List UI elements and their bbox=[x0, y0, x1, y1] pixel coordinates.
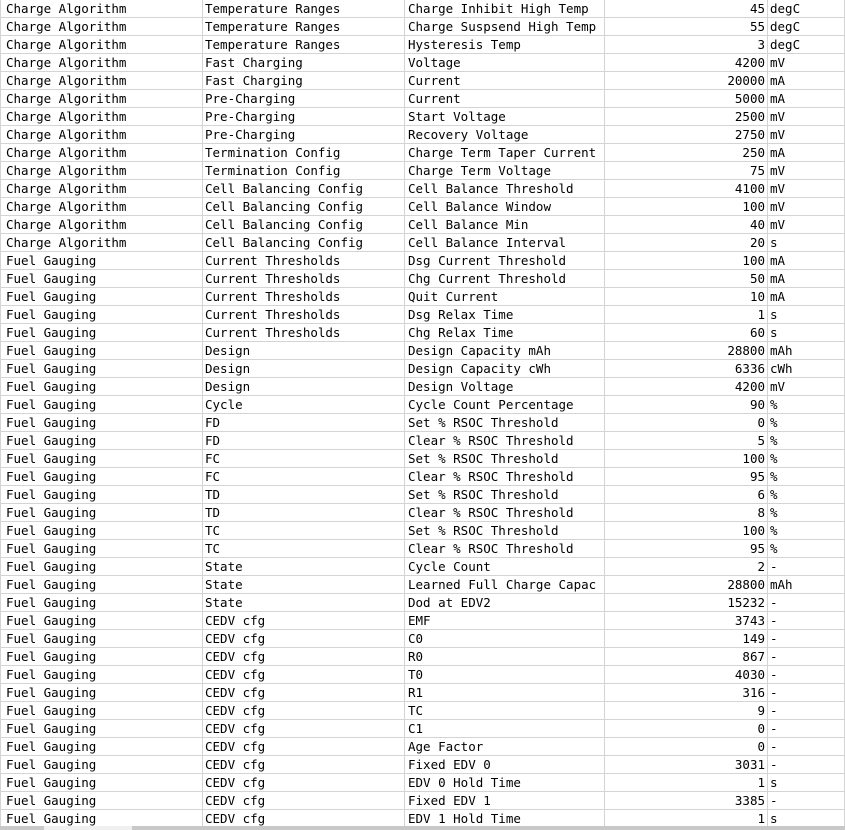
parameter-cell[interactable]: Design Voltage bbox=[405, 378, 605, 396]
category-cell[interactable]: Fuel Gauging bbox=[0, 450, 203, 468]
category-cell[interactable]: Fuel Gauging bbox=[0, 738, 203, 756]
category-cell[interactable]: Fuel Gauging bbox=[0, 756, 203, 774]
unit-cell[interactable]: - bbox=[768, 684, 845, 702]
parameter-cell[interactable]: Charge Term Voltage bbox=[405, 162, 605, 180]
value-cell[interactable]: 4200 bbox=[605, 54, 768, 72]
subclass-cell[interactable]: Current Thresholds bbox=[203, 270, 405, 288]
value-cell[interactable]: 5 bbox=[605, 432, 768, 450]
table-row bbox=[0, 342, 845, 360]
subclass-cell[interactable]: Current Thresholds bbox=[203, 324, 405, 342]
subclass-cell[interactable]: Cycle bbox=[203, 396, 405, 414]
unit-cell[interactable]: % bbox=[768, 432, 845, 450]
unit-cell[interactable]: degC bbox=[768, 36, 845, 54]
value-cell[interactable]: 10 bbox=[605, 288, 768, 306]
table-row bbox=[0, 522, 845, 540]
unit-cell[interactable]: cWh bbox=[768, 360, 845, 378]
unit-cell[interactable]: mA bbox=[768, 252, 845, 270]
parameter-cell[interactable]: R1 bbox=[405, 684, 605, 702]
unit-cell[interactable]: - bbox=[768, 666, 845, 684]
horizontal-scrollbar[interactable] bbox=[0, 826, 845, 830]
value-cell[interactable]: 2750 bbox=[605, 126, 768, 144]
category-cell[interactable]: Fuel Gauging bbox=[0, 810, 203, 828]
value-cell[interactable]: 95 bbox=[605, 540, 768, 558]
unit-cell[interactable]: mA bbox=[768, 72, 845, 90]
subclass-cell[interactable]: Design bbox=[203, 342, 405, 360]
category-cell[interactable]: Fuel Gauging bbox=[0, 666, 203, 684]
parameter-cell[interactable]: EDV 1 Hold Time bbox=[405, 810, 605, 828]
table-row bbox=[0, 198, 845, 216]
unit-cell[interactable]: % bbox=[768, 414, 845, 432]
value-cell[interactable]: 9 bbox=[605, 702, 768, 720]
subclass-cell[interactable]: CEDV cfg bbox=[203, 792, 405, 810]
unit-cell[interactable]: mAh bbox=[768, 576, 845, 594]
value-cell[interactable]: 28800 bbox=[605, 342, 768, 360]
category-cell[interactable]: Fuel Gauging bbox=[0, 468, 203, 486]
category-cell[interactable]: Charge Algorithm bbox=[0, 108, 203, 126]
parameter-cell[interactable]: Dsg Relax Time bbox=[405, 306, 605, 324]
table-row bbox=[0, 36, 845, 54]
subclass-cell[interactable]: TD bbox=[203, 486, 405, 504]
table-row bbox=[0, 54, 845, 72]
table-row bbox=[0, 702, 845, 720]
category-cell[interactable]: Fuel Gauging bbox=[0, 486, 203, 504]
value-cell[interactable]: 100 bbox=[605, 522, 768, 540]
value-cell[interactable]: 6336 bbox=[605, 360, 768, 378]
parameter-cell[interactable]: Set % RSOC Threshold bbox=[405, 414, 605, 432]
category-cell[interactable]: Fuel Gauging bbox=[0, 414, 203, 432]
subclass-cell[interactable]: CEDV cfg bbox=[203, 810, 405, 828]
unit-cell[interactable]: mV bbox=[768, 54, 845, 72]
value-cell[interactable]: 20 bbox=[605, 234, 768, 252]
category-cell[interactable]: Charge Algorithm bbox=[0, 162, 203, 180]
parameter-cell[interactable]: EDV 0 Hold Time bbox=[405, 774, 605, 792]
value-cell[interactable]: 45 bbox=[605, 0, 768, 18]
unit-cell[interactable]: s bbox=[768, 234, 845, 252]
category-cell[interactable]: Charge Algorithm bbox=[0, 144, 203, 162]
table-row bbox=[0, 396, 845, 414]
table-row bbox=[0, 72, 845, 90]
value-cell[interactable]: 50 bbox=[605, 270, 768, 288]
subclass-cell[interactable]: Fast Charging bbox=[203, 54, 405, 72]
value-cell[interactable]: 3 bbox=[605, 36, 768, 54]
category-cell[interactable]: Fuel Gauging bbox=[0, 630, 203, 648]
parameter-cell[interactable]: Quit Current bbox=[405, 288, 605, 306]
category-cell[interactable]: Fuel Gauging bbox=[0, 720, 203, 738]
subclass-cell[interactable]: Fast Charging bbox=[203, 72, 405, 90]
category-cell[interactable]: Fuel Gauging bbox=[0, 270, 203, 288]
unit-cell[interactable]: - bbox=[768, 648, 845, 666]
value-cell[interactable]: 0 bbox=[605, 738, 768, 756]
unit-cell[interactable]: - bbox=[768, 594, 845, 612]
value-cell[interactable]: 6 bbox=[605, 486, 768, 504]
category-cell[interactable]: Fuel Gauging bbox=[0, 594, 203, 612]
category-cell[interactable]: Fuel Gauging bbox=[0, 504, 203, 522]
parameter-cell[interactable]: Charge Term Taper Current bbox=[405, 144, 605, 162]
parameter-cell[interactable]: Fixed EDV 1 bbox=[405, 792, 605, 810]
value-cell[interactable]: 95 bbox=[605, 468, 768, 486]
subclass-cell[interactable]: Termination Config bbox=[203, 144, 405, 162]
unit-cell[interactable]: s bbox=[768, 324, 845, 342]
parameter-cell[interactable]: Cell Balance Min bbox=[405, 216, 605, 234]
value-cell[interactable]: 100 bbox=[605, 252, 768, 270]
table-row bbox=[0, 720, 845, 738]
category-cell[interactable]: Charge Algorithm bbox=[0, 126, 203, 144]
parameter-cell[interactable]: Design Capacity mAh bbox=[405, 342, 605, 360]
unit-cell[interactable]: mA bbox=[768, 144, 845, 162]
unit-cell[interactable]: mA bbox=[768, 288, 845, 306]
table-row bbox=[0, 756, 845, 774]
subclass-cell[interactable]: Cell Balancing Config bbox=[203, 198, 405, 216]
parameter-cell[interactable]: Dsg Current Threshold bbox=[405, 252, 605, 270]
category-cell[interactable]: Fuel Gauging bbox=[0, 396, 203, 414]
parameter-cell[interactable]: Set % RSOC Threshold bbox=[405, 486, 605, 504]
table-row bbox=[0, 378, 845, 396]
category-cell[interactable]: Fuel Gauging bbox=[0, 306, 203, 324]
unit-cell[interactable]: degC bbox=[768, 18, 845, 36]
parameter-cell[interactable]: Clear % RSOC Threshold bbox=[405, 540, 605, 558]
value-cell[interactable]: 0 bbox=[605, 414, 768, 432]
table-row bbox=[0, 648, 845, 666]
value-cell[interactable]: 867 bbox=[605, 648, 768, 666]
subclass-cell[interactable]: CEDV cfg bbox=[203, 702, 405, 720]
category-cell[interactable]: Fuel Gauging bbox=[0, 774, 203, 792]
value-cell[interactable]: 4030 bbox=[605, 666, 768, 684]
value-cell[interactable]: 40 bbox=[605, 216, 768, 234]
subclass-cell[interactable]: Pre-Charging bbox=[203, 126, 405, 144]
category-cell[interactable]: Charge Algorithm bbox=[0, 234, 203, 252]
parameter-cell[interactable]: Charge Inhibit High Temp bbox=[405, 0, 605, 18]
value-cell[interactable]: 5000 bbox=[605, 90, 768, 108]
value-cell[interactable]: 3743 bbox=[605, 612, 768, 630]
subclass-cell[interactable]: Design bbox=[203, 360, 405, 378]
unit-cell[interactable]: - bbox=[768, 558, 845, 576]
value-cell[interactable]: 250 bbox=[605, 144, 768, 162]
value-cell[interactable]: 3385 bbox=[605, 792, 768, 810]
subclass-cell[interactable]: Cell Balancing Config bbox=[203, 234, 405, 252]
parameter-cell[interactable]: Set % RSOC Threshold bbox=[405, 522, 605, 540]
scrollbar-thumb[interactable] bbox=[44, 826, 132, 830]
category-cell[interactable]: Charge Algorithm bbox=[0, 180, 203, 198]
unit-cell[interactable]: mV bbox=[768, 108, 845, 126]
category-cell[interactable]: Fuel Gauging bbox=[0, 792, 203, 810]
table-row bbox=[0, 216, 845, 234]
table-row bbox=[0, 486, 845, 504]
category-cell[interactable]: Fuel Gauging bbox=[0, 522, 203, 540]
table-row bbox=[0, 288, 845, 306]
parameter-cell[interactable]: Set % RSOC Threshold bbox=[405, 450, 605, 468]
parameter-cell[interactable]: Clear % RSOC Threshold bbox=[405, 432, 605, 450]
unit-cell[interactable]: - bbox=[768, 738, 845, 756]
unit-cell[interactable]: mA bbox=[768, 90, 845, 108]
subclass-cell[interactable]: FD bbox=[203, 414, 405, 432]
table-row bbox=[0, 18, 845, 36]
value-cell[interactable]: 28800 bbox=[605, 576, 768, 594]
parameter-cell[interactable]: Charge Suspsend High Temp bbox=[405, 18, 605, 36]
category-cell[interactable]: Fuel Gauging bbox=[0, 432, 203, 450]
parameter-cell[interactable]: Fixed EDV 0 bbox=[405, 756, 605, 774]
parameter-cell[interactable]: T0 bbox=[405, 666, 605, 684]
value-cell[interactable]: 2500 bbox=[605, 108, 768, 126]
subclass-cell[interactable]: CEDV cfg bbox=[203, 738, 405, 756]
table-row bbox=[0, 450, 845, 468]
table-row bbox=[0, 792, 845, 810]
table-row bbox=[0, 666, 845, 684]
value-cell[interactable]: 55 bbox=[605, 18, 768, 36]
unit-cell[interactable]: % bbox=[768, 540, 845, 558]
table-row bbox=[0, 144, 845, 162]
unit-cell[interactable]: degC bbox=[768, 0, 845, 18]
table-row bbox=[0, 108, 845, 126]
table-row bbox=[0, 432, 845, 450]
value-cell[interactable]: 100 bbox=[605, 450, 768, 468]
subclass-cell[interactable]: CEDV cfg bbox=[203, 612, 405, 630]
category-cell[interactable]: Fuel Gauging bbox=[0, 702, 203, 720]
category-cell[interactable]: Fuel Gauging bbox=[0, 612, 203, 630]
table-row bbox=[0, 90, 845, 108]
table-row bbox=[0, 630, 845, 648]
subclass-cell[interactable]: CEDV cfg bbox=[203, 630, 405, 648]
value-cell[interactable]: 4100 bbox=[605, 180, 768, 198]
category-cell[interactable]: Fuel Gauging bbox=[0, 324, 203, 342]
table-row bbox=[0, 738, 845, 756]
parameter-cell[interactable]: Chg Relax Time bbox=[405, 324, 605, 342]
table-row bbox=[0, 180, 845, 198]
value-cell[interactable]: 8 bbox=[605, 504, 768, 522]
category-cell[interactable]: Fuel Gauging bbox=[0, 342, 203, 360]
parameter-cell[interactable]: Chg Current Threshold bbox=[405, 270, 605, 288]
table-row bbox=[0, 504, 845, 522]
parameter-cell[interactable]: Cycle Count bbox=[405, 558, 605, 576]
unit-cell[interactable]: mV bbox=[768, 180, 845, 198]
parameter-cell[interactable]: Hysteresis Temp bbox=[405, 36, 605, 54]
subclass-cell[interactable]: Cell Balancing Config bbox=[203, 216, 405, 234]
subclass-cell[interactable]: State bbox=[203, 558, 405, 576]
parameter-cell[interactable]: C0 bbox=[405, 630, 605, 648]
unit-cell[interactable]: s bbox=[768, 306, 845, 324]
value-cell[interactable]: 1 bbox=[605, 810, 768, 828]
value-cell[interactable]: 75 bbox=[605, 162, 768, 180]
parameter-cell[interactable]: Design Capacity cWh bbox=[405, 360, 605, 378]
unit-cell[interactable]: mV bbox=[768, 126, 845, 144]
value-cell[interactable]: 0 bbox=[605, 720, 768, 738]
subclass-cell[interactable]: FD bbox=[203, 432, 405, 450]
unit-cell[interactable]: % bbox=[768, 468, 845, 486]
subclass-cell[interactable]: Current Thresholds bbox=[203, 288, 405, 306]
subclass-cell[interactable]: FC bbox=[203, 450, 405, 468]
subclass-cell[interactable]: CEDV cfg bbox=[203, 756, 405, 774]
table-row bbox=[0, 234, 845, 252]
category-cell[interactable]: Fuel Gauging bbox=[0, 558, 203, 576]
unit-cell[interactable]: s bbox=[768, 774, 845, 792]
parameter-cell[interactable]: TC bbox=[405, 702, 605, 720]
category-cell[interactable]: Charge Algorithm bbox=[0, 0, 203, 18]
parameter-cell[interactable]: Clear % RSOC Threshold bbox=[405, 468, 605, 486]
parameter-cell[interactable]: Start Voltage bbox=[405, 108, 605, 126]
table-row bbox=[0, 540, 845, 558]
category-cell[interactable]: Fuel Gauging bbox=[0, 288, 203, 306]
value-cell[interactable]: 1 bbox=[605, 306, 768, 324]
table-row bbox=[0, 126, 845, 144]
parameter-cell[interactable]: C1 bbox=[405, 720, 605, 738]
table-row bbox=[0, 576, 845, 594]
category-cell[interactable]: Fuel Gauging bbox=[0, 576, 203, 594]
table-row bbox=[0, 0, 845, 18]
parameter-cell[interactable]: EMF bbox=[405, 612, 605, 630]
subclass-cell[interactable]: CEDV cfg bbox=[203, 666, 405, 684]
parameter-cell[interactable]: Cycle Count Percentage bbox=[405, 396, 605, 414]
table-row bbox=[0, 252, 845, 270]
category-cell[interactable]: Charge Algorithm bbox=[0, 54, 203, 72]
unit-cell[interactable]: % bbox=[768, 522, 845, 540]
subclass-cell[interactable]: Temperature Ranges bbox=[203, 18, 405, 36]
value-cell[interactable]: 1 bbox=[605, 774, 768, 792]
category-cell[interactable]: Charge Algorithm bbox=[0, 216, 203, 234]
parameter-cell[interactable]: Cell Balance Threshold bbox=[405, 180, 605, 198]
subclass-cell[interactable]: Current Thresholds bbox=[203, 252, 405, 270]
value-cell[interactable]: 316 bbox=[605, 684, 768, 702]
subclass-cell[interactable]: CEDV cfg bbox=[203, 684, 405, 702]
parameter-cell[interactable]: Current bbox=[405, 90, 605, 108]
subclass-cell[interactable]: Pre-Charging bbox=[203, 90, 405, 108]
value-cell[interactable]: 20000 bbox=[605, 72, 768, 90]
parameter-cell[interactable]: Voltage bbox=[405, 54, 605, 72]
unit-cell[interactable]: - bbox=[768, 756, 845, 774]
value-cell[interactable]: 2 bbox=[605, 558, 768, 576]
table-row bbox=[0, 468, 845, 486]
table-row bbox=[0, 684, 845, 702]
subclass-cell[interactable]: TC bbox=[203, 522, 405, 540]
unit-cell[interactable]: mV bbox=[768, 198, 845, 216]
subclass-cell[interactable]: FC bbox=[203, 468, 405, 486]
value-cell[interactable]: 60 bbox=[605, 324, 768, 342]
subclass-cell[interactable]: Temperature Ranges bbox=[203, 36, 405, 54]
category-cell[interactable]: Charge Algorithm bbox=[0, 36, 203, 54]
unit-cell[interactable]: - bbox=[768, 702, 845, 720]
value-cell[interactable]: 3031 bbox=[605, 756, 768, 774]
category-cell[interactable]: Fuel Gauging bbox=[0, 540, 203, 558]
parameter-cell[interactable]: R0 bbox=[405, 648, 605, 666]
unit-cell[interactable]: s bbox=[768, 810, 845, 828]
parameter-cell[interactable]: Age Factor bbox=[405, 738, 605, 756]
table-row bbox=[0, 612, 845, 630]
table-row bbox=[0, 324, 845, 342]
unit-cell[interactable]: mV bbox=[768, 378, 845, 396]
unit-cell[interactable]: % bbox=[768, 486, 845, 504]
subclass-cell[interactable]: Temperature Ranges bbox=[203, 0, 405, 18]
subclass-cell[interactable]: TD bbox=[203, 504, 405, 522]
subclass-cell[interactable]: State bbox=[203, 576, 405, 594]
subclass-cell[interactable]: State bbox=[203, 594, 405, 612]
unit-cell[interactable]: - bbox=[768, 612, 845, 630]
unit-cell[interactable]: mA bbox=[768, 270, 845, 288]
value-cell[interactable]: 4200 bbox=[605, 378, 768, 396]
subclass-cell[interactable]: Termination Config bbox=[203, 162, 405, 180]
table-row bbox=[0, 360, 845, 378]
value-cell[interactable]: 149 bbox=[605, 630, 768, 648]
parameter-cell[interactable]: Learned Full Charge Capac bbox=[405, 576, 605, 594]
parameter-cell[interactable]: Recovery Voltage bbox=[405, 126, 605, 144]
category-cell[interactable]: Fuel Gauging bbox=[0, 378, 203, 396]
subclass-cell[interactable]: Design bbox=[203, 378, 405, 396]
unit-cell[interactable]: mV bbox=[768, 162, 845, 180]
subclass-cell[interactable]: Cell Balancing Config bbox=[203, 180, 405, 198]
subclass-cell[interactable]: Pre-Charging bbox=[203, 108, 405, 126]
subclass-cell[interactable]: TC bbox=[203, 540, 405, 558]
subclass-cell[interactable]: CEDV cfg bbox=[203, 648, 405, 666]
unit-cell[interactable]: - bbox=[768, 792, 845, 810]
unit-cell[interactable]: - bbox=[768, 630, 845, 648]
parameter-cell[interactable]: Cell Balance Interval bbox=[405, 234, 605, 252]
value-cell[interactable]: 15232 bbox=[605, 594, 768, 612]
value-cell[interactable]: 90 bbox=[605, 396, 768, 414]
category-cell[interactable]: Charge Algorithm bbox=[0, 90, 203, 108]
table-row bbox=[0, 306, 845, 324]
unit-cell[interactable]: % bbox=[768, 504, 845, 522]
parameter-cell[interactable]: Dod at EDV2 bbox=[405, 594, 605, 612]
unit-cell[interactable]: mAh bbox=[768, 342, 845, 360]
parameter-cell[interactable]: Cell Balance Window bbox=[405, 198, 605, 216]
category-cell[interactable]: Charge Algorithm bbox=[0, 72, 203, 90]
category-cell[interactable]: Fuel Gauging bbox=[0, 360, 203, 378]
table-row bbox=[0, 270, 845, 288]
parameter-cell[interactable]: Clear % RSOC Threshold bbox=[405, 504, 605, 522]
table-row bbox=[0, 558, 845, 576]
table-row bbox=[0, 162, 845, 180]
category-cell[interactable]: Fuel Gauging bbox=[0, 252, 203, 270]
subclass-cell[interactable]: CEDV cfg bbox=[203, 774, 405, 792]
subclass-cell[interactable]: Current Thresholds bbox=[203, 306, 405, 324]
parameter-cell[interactable]: Current bbox=[405, 72, 605, 90]
category-cell[interactable]: Fuel Gauging bbox=[0, 684, 203, 702]
category-cell[interactable]: Charge Algorithm bbox=[0, 198, 203, 216]
unit-cell[interactable]: % bbox=[768, 450, 845, 468]
table-row bbox=[0, 594, 845, 612]
unit-cell[interactable]: - bbox=[768, 720, 845, 738]
unit-cell[interactable]: % bbox=[768, 396, 845, 414]
category-cell[interactable]: Fuel Gauging bbox=[0, 648, 203, 666]
table-row bbox=[0, 774, 845, 792]
subclass-cell[interactable]: CEDV cfg bbox=[203, 720, 405, 738]
category-cell[interactable]: Charge Algorithm bbox=[0, 18, 203, 36]
value-cell[interactable]: 100 bbox=[605, 198, 768, 216]
unit-cell[interactable]: mV bbox=[768, 216, 845, 234]
table-row bbox=[0, 414, 845, 432]
